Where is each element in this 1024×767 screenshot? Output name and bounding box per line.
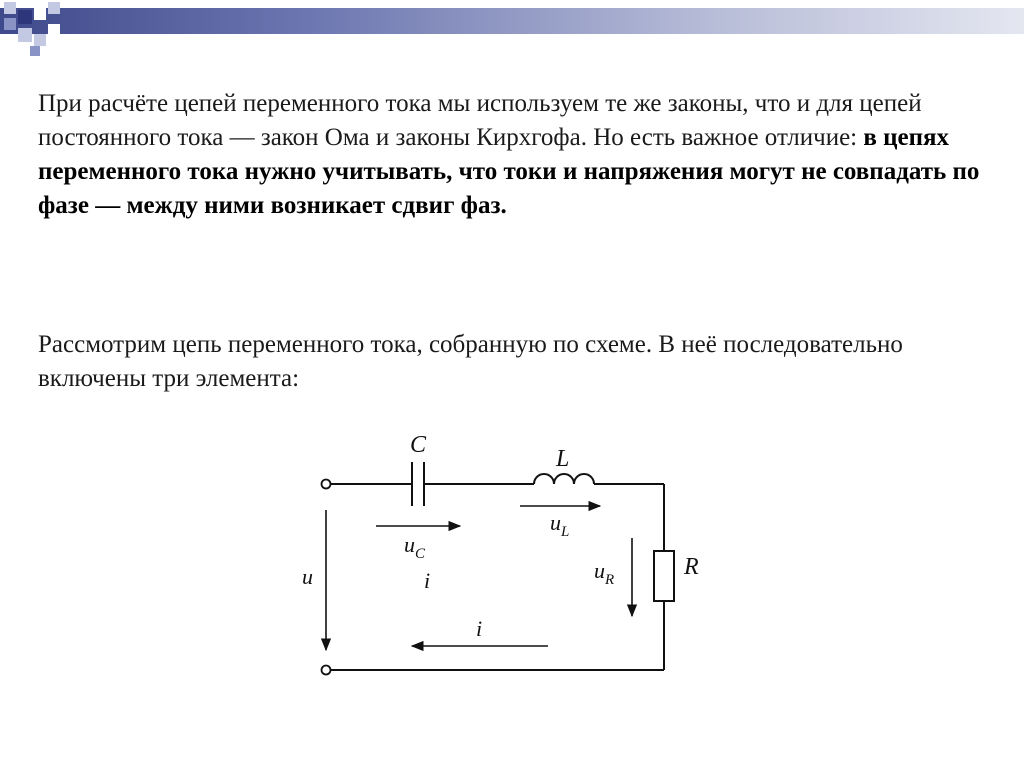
decor-square [4, 2, 16, 14]
source-voltage-label: u [302, 564, 313, 589]
current-label-top: i [424, 568, 431, 593]
uc-label-sub: C [415, 546, 426, 562]
ur-label-sub: R [605, 572, 615, 588]
capacitor-label: C [410, 432, 427, 458]
inductor-label: L [556, 446, 570, 472]
ul-label-sub: L [561, 524, 570, 540]
circuit-wires [330, 462, 674, 670]
ul-label-main: u [550, 510, 561, 535]
decor-square [4, 18, 16, 30]
decor-square [34, 34, 46, 46]
circuit-svg [300, 420, 720, 700]
decor-square [18, 10, 32, 24]
intro-text: При расчёте цепей переменного тока мы используем те же законы, что и для цепей постоянного тока — закон Ома и законы Кирхгофа. Но есть важное отличие: [38, 90, 922, 151]
uc-label-main: u [404, 532, 415, 557]
intro-paragraph [38, 87, 998, 223]
current-label-bottom: i [476, 616, 483, 641]
decor-square [34, 8, 46, 20]
ur-label [594, 558, 614, 588]
decor-square [30, 46, 40, 56]
header-gradient-bar [0, 8, 1024, 34]
decor-square [48, 2, 60, 14]
intro-emphasis: в цепях переменного тока нужно учитывать, что токи и напряжения могут не совпадать по фазе — между ними возникает сдвиг фаз. [38, 124, 980, 219]
circuit-diagram [300, 420, 720, 700]
decor-square [48, 24, 60, 36]
terminal-bottom [322, 666, 331, 675]
terminal-top [322, 480, 331, 489]
uc-label [404, 532, 426, 562]
ur-label-main: u [594, 558, 605, 583]
resistor-label: R [684, 554, 699, 580]
decor-square [18, 28, 32, 42]
inductor-coil [534, 474, 594, 484]
header-decoration [0, 0, 1024, 60]
ul-label [550, 510, 569, 540]
resistor-box [654, 551, 674, 601]
circuit-description: Рассмотрим цепь переменного тока, собранную по схеме. В неё последовательно включены три элемента: [38, 331, 903, 392]
